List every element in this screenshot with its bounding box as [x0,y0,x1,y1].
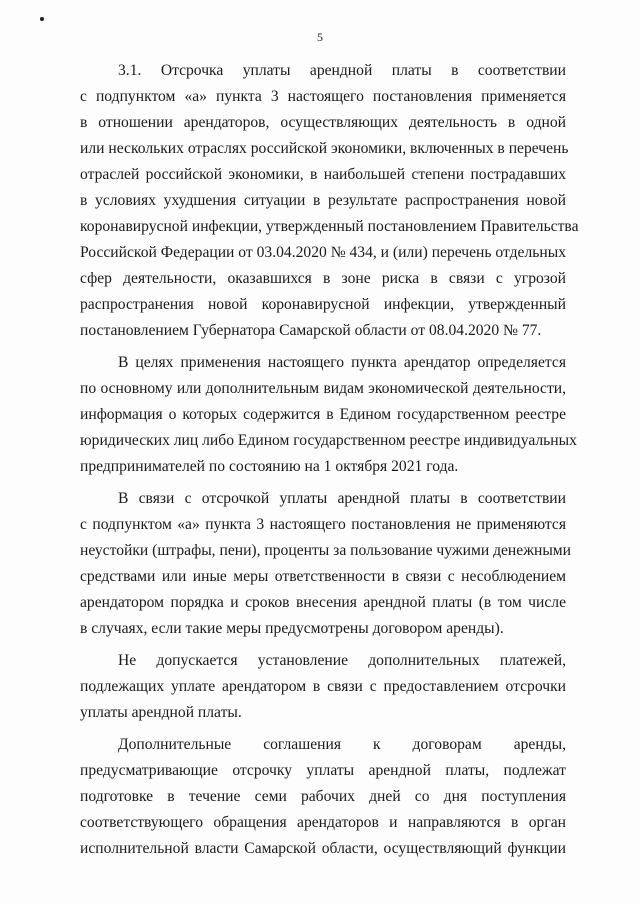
text-line: или нескольких отраслях российской экономики, включенных в перечень [80,140,569,157]
text-line: 3.1. Отсрочка уплаты арендной платы в соответствии [118,62,566,79]
text-line: с подпунктом «а» пункта 3 настоящего постановления не применяются [80,516,566,533]
text-line: неустойки (штрафы, пени), проценты за пользование чужими денежными [80,542,572,559]
text-line: сфер деятельности, оказавшихся в зоне риска в связи с угрозой [80,270,566,287]
text-line: в отношении арендаторов, осуществляющих деятельность в одной [80,114,566,131]
text-line: постановлением Губернатора Самарской области от 08.04.2020 № 77. [80,322,542,339]
text-line: по основному или дополнительным видам экономической деятельности, [80,380,566,397]
text-line: подлежащих уплате арендатором в связи с предоставлением отсрочки [80,678,566,695]
text-line: арендатором порядка и сроков внесения арендной платы (в том числе [80,594,566,611]
document-body [80,58,579,862]
text-line: в условиях ухудшения ситуации в результате распространения новой [80,192,566,209]
page-number: 5 [317,30,323,44]
text-line: соответствующего обращения арендаторов и направляются в орган [80,814,566,831]
text-line: средствами или иные меры ответственности в связи с несоблюдением [80,568,566,585]
paragraph [80,486,572,642]
text-line: В связи с отсрочкой уплаты арендной платы в соответствии [118,490,566,507]
text-line: подготовке в течение семи рабочих дней со дня поступления [80,788,566,805]
text-line: коронавирусной инфекции, утвержденный постановлением Правительства [80,218,579,235]
paragraph [80,350,577,480]
text-line: юридических лиц либо Едином государственном реестре индивидуальных [80,432,577,449]
text-line: Не допускается установление дополнительных платежей, [118,652,566,669]
text-line: распространения новой коронавирусной инфекции, утвержденный [80,296,566,313]
text-line: уплаты арендной платы. [80,704,242,721]
text-line: информация о которых содержится в Едином государственном реестре [80,406,566,423]
text-line: в случаях, если такие меры предусмотрены договором аренды). [80,620,504,637]
paragraph [80,58,579,344]
text-line: В целях применения настоящего пункта арендатор определяется [118,354,566,371]
text-line: предусматривающие отсрочку уплаты арендной платы, подлежат [80,762,566,779]
text-line: Российской Федерации от 03.04.2020 № 434, и (или) перечень отдельных [80,244,566,261]
text-line: исполнительной власти Самарской области, осуществляющий функции [80,840,566,857]
text-line: Дополнительные соглашения к договорам аренды, [118,736,566,753]
paragraph [80,732,566,862]
paragraph [80,648,566,726]
scan-mark [40,17,44,21]
text-line: предпринимателей по состоянию на 1 октября 2021 года. [80,458,459,475]
text-line: с подпунктом «а» пункта 3 настоящего постановления применяется [80,88,566,105]
text-line: отраслей российской экономики, в наибольшей степени пострадавших [80,166,566,183]
